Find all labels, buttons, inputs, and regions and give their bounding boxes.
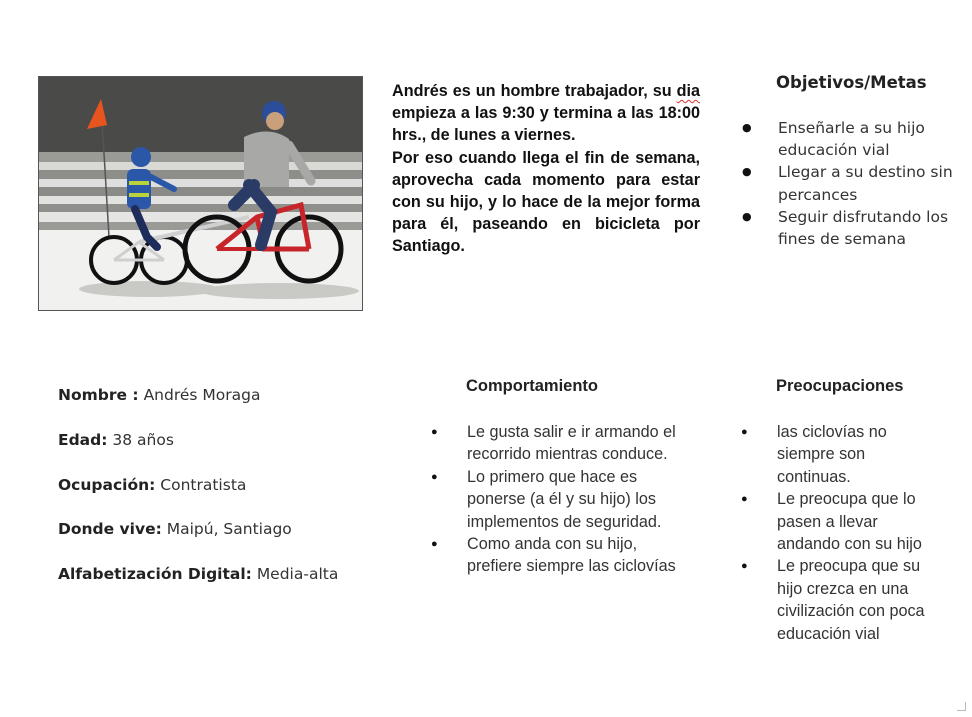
profile-occupation-row	[58, 472, 398, 517]
worries-item: ● las ciclovías no siempre son continuas.	[741, 421, 941, 488]
literacy-label: Alfabetización Digital:	[58, 565, 252, 584]
name-value: Andrés Moraga	[143, 386, 261, 404]
behavior-title: Comportamiento	[466, 377, 598, 395]
profile-block	[58, 382, 398, 606]
age-label: Edad:	[58, 430, 108, 449]
intro-paragraph-1-suffix: empieza a las 9:30 y termina a las 18:00 hrs., de lunes a viernes.	[392, 104, 700, 145]
residence-value: Maipú, Santiago	[166, 520, 292, 539]
father-son-cycling-illustration	[39, 77, 363, 311]
behavior-item: ● Como anda con su hijo, prefiere siempre las ciclovías	[431, 533, 681, 578]
worries-title: Preocupaciones	[776, 377, 904, 395]
profile-age-row	[58, 427, 398, 472]
intro-paragraph-1-spellcheck-word: dia	[676, 82, 700, 100]
worries-item: ● Le preocupa que lo pasen a llevar andando con su hijo	[741, 488, 941, 555]
resize-grip-icon[interactable]	[957, 702, 966, 711]
goals-item: ● Llegar a su destino sin percances	[742, 161, 957, 205]
intro-paragraph-2: Por eso cuando llega el fin de semana, aprovecha cada momento para estar con su hijo, y lo hace de la mejor forma para él, paseando en bicicleta por Santiago.	[392, 148, 700, 256]
occupation-value: Contratista	[160, 475, 247, 494]
intro-text	[392, 80, 700, 258]
behavior-list	[431, 421, 681, 578]
intro-paragraph-1	[392, 80, 700, 147]
name-label: Nombre :	[58, 386, 139, 404]
goals-item: ● Seguir disfrutando los fines de semana	[742, 206, 957, 250]
goals-list	[742, 117, 957, 250]
profile-name-row	[58, 382, 398, 427]
behavior-item: ● Lo primero que hace es ponerse (a él y su hijo) los implementos de seguridad.	[431, 466, 681, 533]
profile-residence-row	[58, 516, 398, 561]
occupation-label: Ocupación:	[58, 475, 156, 494]
cycling-photo	[38, 76, 363, 311]
behavior-item: ● Le gusta salir e ir armando el recorrido mientras conduce.	[431, 421, 681, 466]
goals-item: ● Enseñarle a su hijo educación vial	[742, 117, 957, 161]
worries-list	[741, 421, 941, 645]
profile-literacy-row	[58, 561, 398, 606]
residence-label: Donde vive:	[58, 520, 162, 539]
intro-paragraph-1-prefix: Andrés es un hombre trabajador, su	[392, 82, 672, 100]
goals-title: Objetivos/Metas	[776, 73, 927, 92]
age-value: 38 años	[112, 430, 174, 449]
worries-item: ● Le preocupa que su hijo crezca en una civilización con poca educación vial	[741, 555, 941, 645]
literacy-value: Media-alta	[256, 565, 339, 584]
